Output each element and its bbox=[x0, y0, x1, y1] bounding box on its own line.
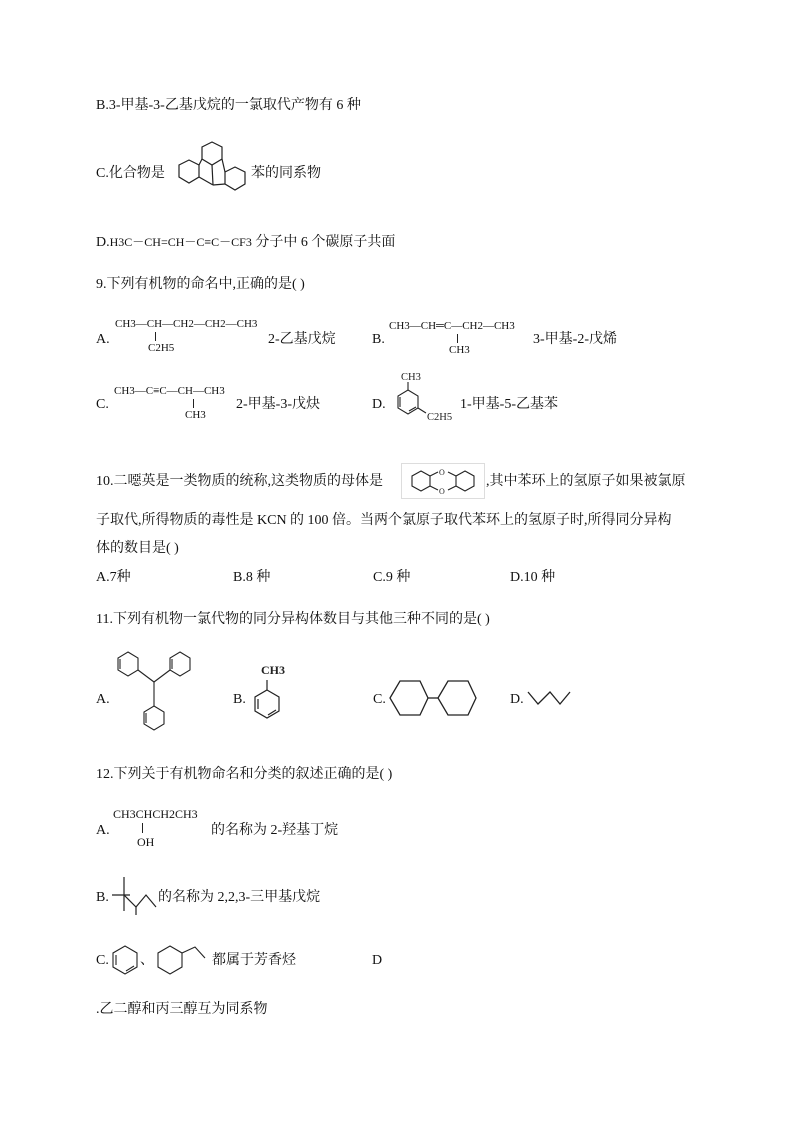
q8-option-d-label: D. bbox=[96, 235, 110, 250]
q9-option-c-formula bbox=[114, 385, 225, 421]
q9-stem: 9.下列有机物的命名中,正确的是( ) bbox=[96, 277, 305, 292]
q12-option-b-text: 的名称为 2,2,3-三甲基戊烷 bbox=[158, 890, 321, 905]
q12-stem: 12.下列关于有机物命名和分类的叙述正确的是( ) bbox=[96, 767, 393, 782]
q8-option-c-suffix: 苯的同系物 bbox=[251, 166, 321, 181]
q9-option-d-name: 1-甲基-5-乙基苯 bbox=[460, 397, 558, 412]
q9-option-a-formula bbox=[115, 318, 258, 354]
q9-option-d-label: D. bbox=[372, 397, 386, 412]
q10-stem-line1-part2: ,其中苯环上的氢原子如果被氯原 bbox=[486, 474, 686, 489]
benzene-structure bbox=[110, 944, 140, 978]
bond-line bbox=[155, 332, 156, 341]
q11-option-a-label: A. bbox=[96, 692, 110, 707]
q12-option-c-sep: 、 bbox=[140, 953, 154, 968]
q12-option-a-formula-bottom: OH bbox=[137, 835, 155, 849]
trimethylpentane-skeletal-structure bbox=[110, 873, 158, 917]
q8-option-c-prefix: C.化合物是 bbox=[96, 166, 165, 181]
bicyclohexyl-structure bbox=[386, 678, 482, 718]
q12-option-a-formula bbox=[113, 807, 198, 849]
q12-option-d-label: D bbox=[372, 953, 383, 968]
q9-option-c-main: CH3—C≡C—CH—CH3 bbox=[114, 385, 225, 397]
q10-option-b: B.8 种 bbox=[233, 570, 271, 585]
q11-option-b-label: B. bbox=[233, 692, 246, 707]
q10-option-a: A.7种 bbox=[96, 570, 131, 585]
toluene-structure bbox=[245, 660, 295, 730]
q9-option-d-top: CH3 bbox=[401, 372, 421, 383]
q10-stem-line3: 体的数目是( ) bbox=[96, 541, 179, 556]
q11-stem: 11.下列有机物一氯代物的同分异构体数目与其他三种不同的是( ) bbox=[96, 612, 490, 627]
triphenylmethane-structure bbox=[110, 648, 200, 740]
q12-option-c-text: 都属于芳香烃 bbox=[212, 953, 296, 968]
q11-option-c-label: C. bbox=[373, 692, 386, 707]
q9-option-a-main: CH3—CH—CH2—CH2—CH3 bbox=[115, 318, 258, 330]
q8-option-d bbox=[96, 233, 395, 252]
q9-option-a-label: A. bbox=[96, 332, 110, 347]
q9-option-c-label: C. bbox=[96, 397, 109, 412]
q12-option-b-label: B. bbox=[96, 890, 109, 905]
svg-text:O: O bbox=[439, 487, 445, 496]
q12-option-a-formula-top: CH3CHCH2CH3 bbox=[113, 807, 198, 821]
q8-option-d-formula: H3C－CH=CH－C≡C－CF3 bbox=[109, 235, 252, 249]
q8-option-d-suffix: 分子中 6 个碳原子共面 bbox=[255, 235, 396, 250]
q11-option-b-group: CH3 bbox=[261, 663, 285, 677]
q12-option-d-text: .乙二醇和丙三醇互为同系物 bbox=[96, 1002, 268, 1017]
q9-option-a-sub: C2H5 bbox=[148, 342, 175, 354]
q10-option-c: C.9 种 bbox=[373, 570, 411, 585]
butane-skeletal-structure bbox=[526, 688, 572, 708]
q9-option-b-main: CH3—CH═C—CH2—CH3 bbox=[389, 320, 515, 332]
cyclohexyl-chain-structure bbox=[155, 944, 211, 978]
bond-line bbox=[142, 823, 143, 833]
q12-option-a-text: 的名称为 2-羟基丁烷 bbox=[211, 823, 339, 838]
q9-option-b-name: 3-甲基-2-戊烯 bbox=[533, 332, 617, 347]
q12-option-c-label: C. bbox=[96, 953, 109, 968]
q10-stem-line1-part1: 10.二噁英是一类物质的统称,这类物质的母体是 bbox=[96, 474, 383, 489]
q9-option-b-sub: CH3 bbox=[449, 344, 470, 356]
q9-option-c-name: 2-甲基-3-戊炔 bbox=[236, 397, 320, 412]
q9-option-b-formula bbox=[389, 320, 515, 356]
q9-option-b-label: B. bbox=[372, 332, 385, 347]
triptycene-structure-image bbox=[165, 138, 255, 208]
svg-text:O: O bbox=[439, 468, 445, 477]
q8-option-b: B.3-甲基-3-乙基戊烷的一氯取代产物有 6 种 bbox=[96, 98, 361, 113]
toluene-ethyl-structure bbox=[388, 370, 458, 432]
dibenzodioxin-structure-image bbox=[401, 463, 485, 499]
q12-option-a-label: A. bbox=[96, 823, 110, 838]
bond-line bbox=[457, 334, 458, 343]
q9-option-d-side: C2H5 bbox=[427, 412, 453, 423]
q9-option-c-sub: CH3 bbox=[185, 409, 206, 421]
bond-line bbox=[193, 399, 194, 408]
q10-stem-line2: 子取代,所得物质的毒性是 KCN 的 100 倍。当两个氯原子取代苯环上的氢原子时,所得同分异构 bbox=[96, 513, 672, 528]
q10-option-d: D.10 种 bbox=[510, 570, 556, 585]
q9-option-a-name: 2-乙基戊烷 bbox=[268, 332, 336, 347]
q11-option-d-label: D. bbox=[510, 692, 524, 707]
